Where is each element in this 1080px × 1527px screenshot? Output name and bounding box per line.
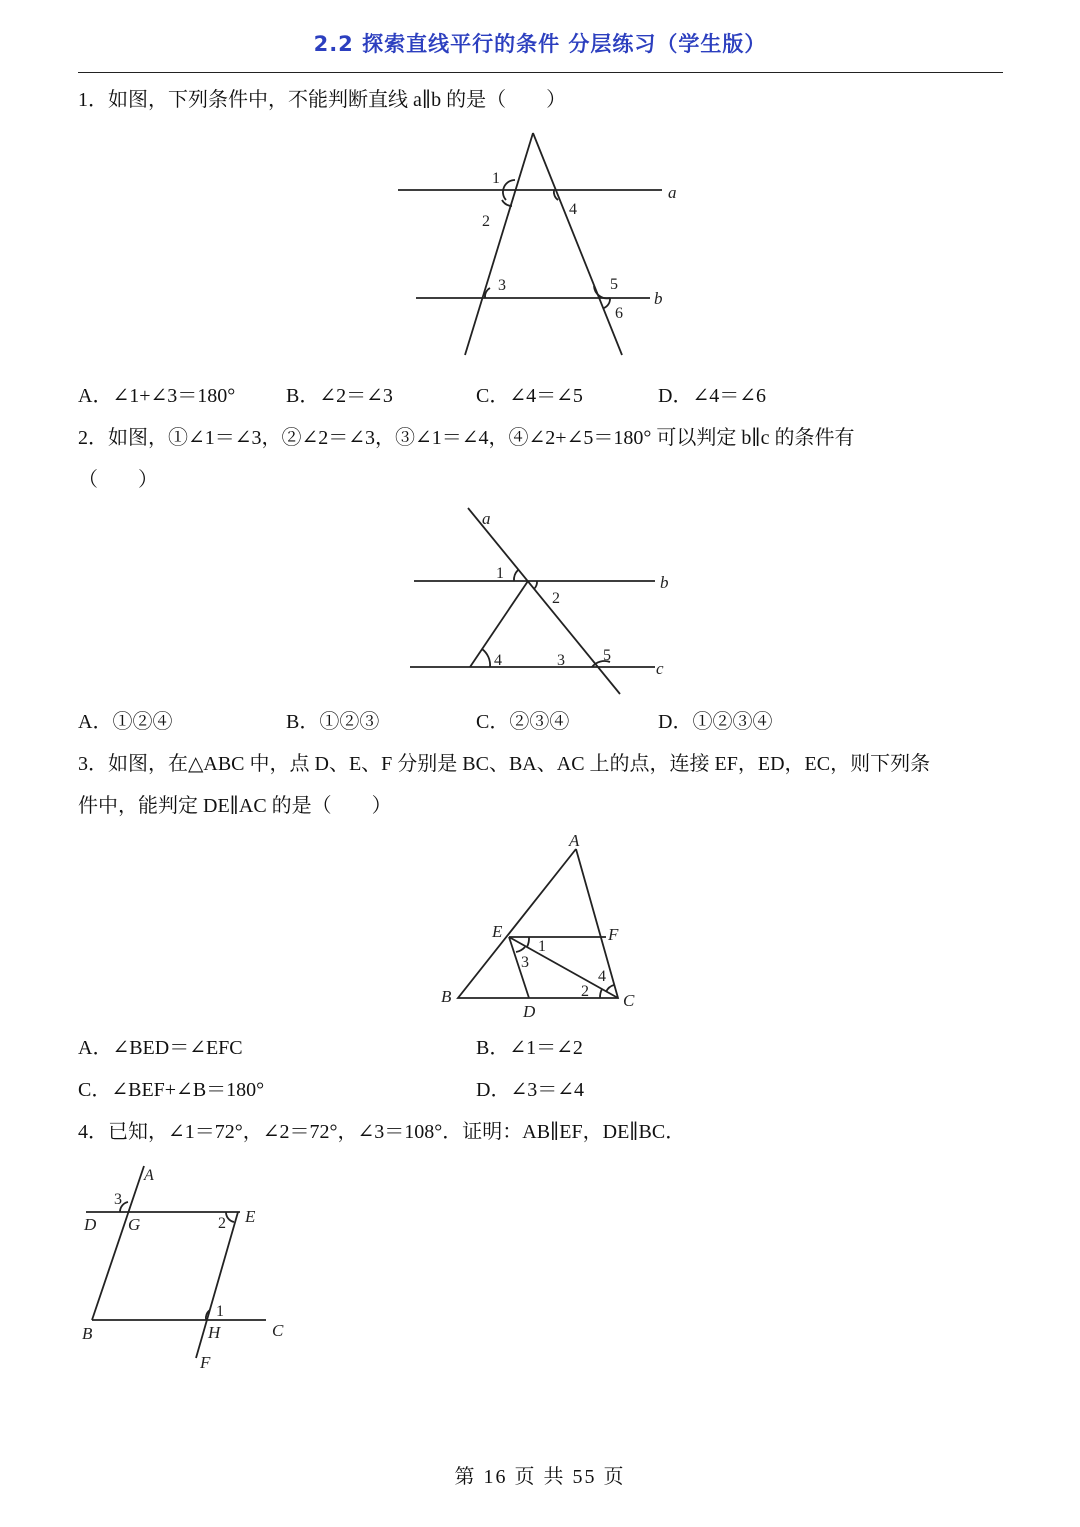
q1-option-b[interactable]: B．∠2＝∠3: [286, 385, 393, 407]
label-D: D: [523, 1002, 536, 1021]
label-3: 3: [114, 1191, 122, 1208]
label-1: 1: [538, 938, 546, 955]
label-2: 2: [552, 590, 560, 607]
arc-angle-4: [482, 649, 490, 667]
q2-option-c[interactable]: C．②③④: [476, 711, 570, 733]
q2-option-b[interactable]: B．①②③: [286, 711, 380, 733]
q3-option-b[interactable]: B．∠1＝∠2: [476, 1037, 583, 1059]
question-2-stem-cont: （ ）: [78, 469, 158, 491]
label-2: 2: [581, 983, 589, 1000]
label-a: a: [482, 509, 491, 528]
label-G: G: [128, 1215, 141, 1234]
figure-3: [430, 828, 650, 1024]
arc-angle-2: [502, 200, 512, 206]
label-B: B: [441, 987, 452, 1006]
label-b: b: [660, 573, 669, 592]
label-1: 1: [216, 1303, 224, 1320]
label-3: 3: [521, 954, 529, 971]
label-a: a: [668, 183, 677, 202]
q1-option-c[interactable]: C．∠4＝∠5: [476, 385, 583, 407]
q2-option-a[interactable]: A．①②④: [78, 711, 173, 733]
question-1-stem: 1．如图，下列条件中，不能判断直线 a∥b 的是（ ）: [78, 89, 567, 111]
label-E: E: [245, 1207, 256, 1226]
label-4: 4: [569, 201, 577, 218]
label-5: 5: [610, 276, 618, 293]
label-F: F: [200, 1353, 211, 1372]
label-A: A: [144, 1167, 154, 1184]
transversal-right: [533, 133, 622, 355]
label-3: 3: [557, 652, 565, 669]
page-title: 2.2 探索直线平行的条件 分层练习（学生版）: [313, 32, 767, 56]
q3-option-c[interactable]: C．∠BEF+∠B＝180°: [78, 1079, 265, 1101]
q1-option-d[interactable]: D．∠4＝∠6: [658, 385, 766, 407]
label-C: C: [272, 1321, 284, 1340]
label-b: b: [654, 289, 663, 308]
label-D: D: [84, 1215, 97, 1234]
arc-angle-1: [527, 937, 529, 947]
question-3-stem-cont: 件中，能判定 DE∥AC 的是（ ）: [78, 795, 392, 817]
transversal-left: [465, 133, 533, 355]
label-A: A: [569, 831, 580, 850]
label-3: 3: [498, 277, 506, 294]
arc-angle-2: [534, 581, 537, 589]
label-E: E: [492, 922, 503, 941]
figure-4: [78, 1158, 303, 1378]
label-4: 4: [494, 652, 502, 669]
figure-1: [390, 128, 690, 360]
q1-option-a[interactable]: A．∠1+∠3＝180°: [78, 385, 236, 407]
label-2: 2: [482, 213, 490, 230]
label-1: 1: [496, 565, 504, 582]
arc-angle-3: [516, 947, 525, 952]
q3-option-a[interactable]: A．∠BED＝∠EFC: [78, 1037, 243, 1059]
triangle-abc: [458, 849, 618, 998]
label-c: c: [656, 659, 664, 678]
label-4: 4: [598, 968, 606, 985]
q2-option-d[interactable]: D．①②③④: [658, 711, 773, 733]
arc-angle-5: [594, 286, 610, 298]
label-F: F: [608, 925, 619, 944]
arc-angle-6: [604, 298, 610, 308]
q3-option-d[interactable]: D．∠3＝∠4: [476, 1079, 584, 1101]
question-4-stem: 4．已知，∠1＝72°，∠2＝72°，∠3＝108°．证明：AB∥EF，DE∥BC．: [78, 1121, 686, 1143]
arc-angle-1: [514, 570, 518, 581]
label-1: 1: [492, 170, 500, 187]
question-3-stem: 3．如图，在△ABC 中，点 D、E、F 分别是 BC、BA、AC 上的点，连接 EF，ED，EC，则下列条: [78, 753, 931, 775]
arc-angle-4: [606, 985, 614, 992]
label-H: H: [208, 1323, 221, 1342]
label-6: 6: [615, 305, 623, 322]
label-C: C: [623, 991, 635, 1010]
arc-angle-2: [226, 1212, 234, 1222]
question-2-stem: 2．如图，①∠1＝∠3，②∠2＝∠3，③∠1＝∠4，④∠2+∠5＝180° 可以判定 b∥c 的条件有: [78, 427, 855, 449]
page-footer: 第 16 页 共 55 页: [454, 1466, 626, 1488]
label-5: 5: [603, 647, 611, 664]
label-2: 2: [218, 1215, 226, 1232]
line-ab: [92, 1166, 144, 1320]
header-rule: [78, 72, 1003, 73]
label-B: B: [82, 1324, 93, 1343]
figure-2: [400, 502, 690, 700]
arc-angle-2: [600, 989, 602, 998]
